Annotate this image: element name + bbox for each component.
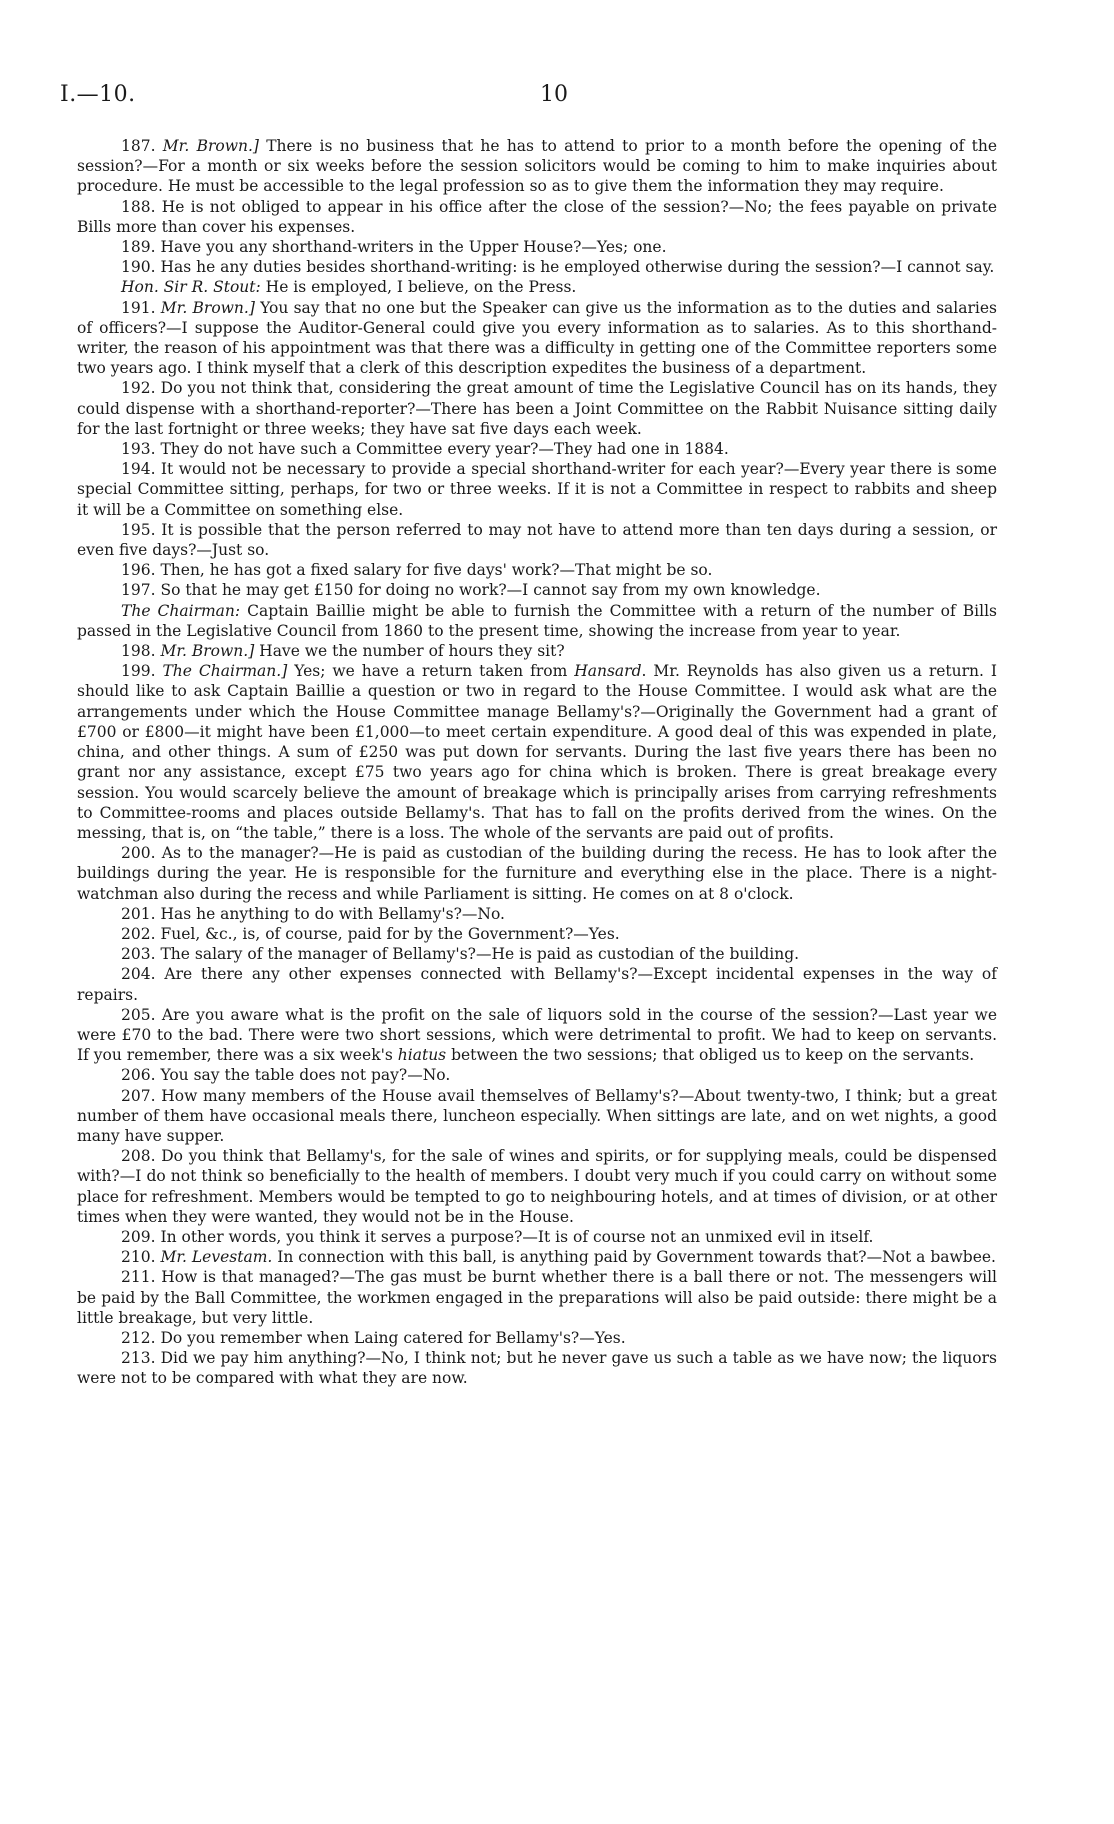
body-text [77, 136, 997, 1389]
paragraph-text: As to the manager?—He is paid as custodian of the building during the recess. He has to look after the buildings during the year. He is responsible for the furniture and everything else in the place. There is a night-watchman also during the recess and while Parliament is sitting. He comes on at 8 o'clock. [77, 844, 997, 903]
paragraph-text: Captain Baillie might be able to furnish the Committee with a return of the number of Bills passed in the Legislative Council from 1860 to the present time, showing the increase from year to year. [77, 601, 997, 640]
question-number: 192. [121, 379, 156, 398]
question-paragraph [77, 136, 997, 197]
paragraph-text: Then, he has got a fixed salary for five days' work?—That might be so. [160, 561, 713, 580]
question-paragraph [77, 924, 997, 944]
speaker-name: Mr. Brown.] [160, 642, 255, 661]
paragraph-text: Do you not think that, considering the great amount of time the Legislative Council has on its hands, they could dispense with a shorthand-reporter?—There has been a Joint Committee on the Rabbit Nuisance sitting daily for the last fortnight or three weeks; they have sat five days each week. [77, 379, 997, 438]
speaker-name: The Chairman.] [162, 662, 288, 681]
question-number: 205. [121, 1005, 156, 1024]
question-paragraph [77, 661, 997, 843]
question-paragraph [77, 1348, 997, 1388]
speaker-name: Mr. Levestam. [160, 1248, 273, 1267]
question-paragraph [77, 257, 997, 277]
paragraph-text: Yes; we have a return taken from [287, 662, 575, 681]
question-number: 193. [121, 440, 156, 459]
question-number: 211. [121, 1268, 156, 1287]
paragraph-text: Have we the number of hours they sit? [254, 642, 565, 661]
question-paragraph [77, 459, 997, 520]
question-paragraph [77, 1146, 997, 1227]
question-paragraph [77, 197, 997, 237]
document-reference: I.—10. [60, 82, 136, 107]
question-number: 208. [121, 1147, 156, 1166]
question-number: 209. [121, 1227, 156, 1246]
question-number: 203. [121, 945, 156, 964]
paragraph-text: It would not be necessary to provide a special shorthand-writer for each year?—Every year there is some special Committee sitting, perhaps, for two or three weeks. If it is not a Committee in respect to rabbits and sheep it will be a Committee on something else. [77, 460, 997, 519]
question-number: 189. [121, 238, 156, 257]
paragraph-text: Has he any duties besides shorthand-writing: is he employed otherwise during the session?—I cannot say. [160, 258, 995, 277]
speaker-name: Mr. Brown.] [160, 298, 255, 317]
question-number: 206. [121, 1066, 156, 1085]
paragraph-text: He is employed, I believe, on the Press. [260, 278, 577, 297]
question-number: 194. [121, 460, 156, 479]
paragraph-text: Do you remember when Laing catered for Bellamy's?—Yes. [160, 1328, 626, 1347]
paragraph-text: The salary of the manager of Bellamy's?—He is paid as custodian of the building. [160, 945, 800, 964]
question-number: 198. [121, 642, 156, 661]
question-paragraph [77, 520, 997, 560]
question-number: 202. [121, 924, 156, 943]
paragraph-text: You say that no one but the Speaker can give us the information as to the duties and salaries of officers?—I suppose the Auditor-General could give you every information as to salaries. As to this shorthand-writer, the reason of his appointment was that there was a difficulty in getting one of the Committee reporters some two years ago. I think myself that a clerk of this description expedites the business of a department. [77, 298, 997, 378]
paragraph-text: There is no business that he has to attend to prior to a month before the opening of the session?—For a month or six weeks before the session solicitors would be coming to him to make inquiries about procedure. He must be accessible to the legal profession so as to give them the information they may require. [77, 137, 998, 196]
question-paragraph [77, 1227, 997, 1247]
paragraph-text: How is that managed?—The gas must be burnt whether there is a ball there or not. The messengers will be paid by the Ball Committee, the workmen engaged in the preparations will also be paid outside: there might be a little breakage, but very little. [77, 1268, 997, 1327]
question-number: 199. [121, 662, 156, 681]
italic-term: Hansard [574, 662, 642, 681]
paragraph-text: Do you think that Bellamy's, for the sale of wines and spirits, or for supplying meals, could be dispensed with?—I do not think so beneficially to the health of members. I doubt very much if you could carry on without some place for refreshment. Members would be tempted to go to neighbouring hotels, and at times of division, or at other times when they were wanted, they would not be in the House. [77, 1147, 997, 1226]
question-number: 190. [121, 258, 156, 277]
italic-term: hiatus [397, 1046, 447, 1065]
question-paragraph [77, 1328, 997, 1348]
question-number: 213. [121, 1349, 156, 1368]
paragraph-text-continued: . Mr. Reynolds has also given us a return. I should like to ask Captain Baillie a question or two in regard to the House Committee. I would ask what are the arrangements under which the House Committee manage Bellamy's?—Originally the Government had a grant of £700 or £800—it might have been £1,000—to meet certain expenditure. A good deal of this was expended in plate, china, and other things. A sum of £250 was put down for servants. During the last five years there has been no grant nor any assistance, except £75 two years ago for china which is broken. There is great breakage every session. You would scarcely believe the amount of breakage which is principally arises from carrying refreshments to Committee-rooms and places outside Bellamy's. That has to fall on the profits derived from the wines. On the messing, that is, on “the table,” there is a loss. The whole of the servants are paid out of profits. [77, 662, 997, 842]
paragraph-text: How many members of the House avail themselves of Bellamy's?—About twenty-two, I think; but a great number of them have occasional meals there, luncheon especially. When sittings are late, and on wet nights, a good many have supper. [77, 1086, 997, 1145]
paragraph-text: Are there any other expenses connected with Bellamy's?—Except incidental expenses in the way of repairs. [77, 965, 997, 1004]
paragraph-text: In other words, you think it serves a purpose?—It is of course not an unmixed evil in itself. [160, 1227, 874, 1246]
paragraph-text: Have you any shorthand-writers in the Upper House?—Yes; one. [160, 238, 667, 257]
question-paragraph [77, 641, 997, 661]
question-paragraph [77, 1086, 997, 1147]
question-paragraph [77, 237, 997, 257]
question-number: 207. [121, 1086, 156, 1105]
speaker-name: Mr. Brown.] [162, 137, 259, 155]
speaker-name: Hon. Sir R. Stout: [121, 278, 261, 297]
question-number: 195. [121, 520, 156, 539]
question-paragraph [77, 298, 997, 379]
paragraph-text: Are you aware what is the profit on the sale of liquors sold in the course of the session?—Last year we were £70 to the bad. There were two short sessions, which were detrimental to profit. We had to keep on servants. If you remember, there was a six week's [77, 1005, 997, 1065]
paragraph-text: Did we pay him anything?—No, I think not; but he never gave us such a table as we have now; the liquors were not to be compared with what they are now. [77, 1349, 997, 1388]
paragraph-text: Fuel, &c., is, of course, paid for by the Government?—Yes. [160, 924, 620, 943]
question-paragraph [77, 1005, 997, 1066]
paragraph-text: They do not have such a Committee every year?—They had one in 1884. [160, 440, 729, 459]
question-paragraph [77, 580, 997, 600]
question-paragraph [77, 277, 997, 297]
question-paragraph [77, 378, 997, 439]
paragraph-text: Has he anything to do with Bellamy's?—No. [160, 904, 505, 923]
question-number: 210. [121, 1248, 156, 1267]
question-paragraph [77, 964, 997, 1004]
question-paragraph [77, 560, 997, 580]
question-number: 197. [121, 581, 156, 600]
question-number: 200. [121, 844, 156, 863]
page-header [60, 82, 1060, 114]
question-paragraph [77, 601, 997, 641]
question-number: 187. [121, 137, 156, 155]
paragraph-text: He is not obliged to appear in his office after the close of the session?—No; the fees payable on private Bills more than cover his expenses. [77, 197, 997, 236]
paragraph-text: It is possible that the person referred to may not have to attend more than ten days during a session, or even five days?—Just so. [77, 520, 997, 560]
question-number: 212. [121, 1328, 156, 1347]
page-number: 10 [540, 82, 568, 107]
speaker-name: The Chairman: [121, 601, 241, 620]
question-number: 191. [121, 298, 156, 317]
question-paragraph [77, 1065, 997, 1085]
question-number: 201. [121, 904, 156, 923]
paragraph-text: You say the table does not pay?—No. [160, 1066, 451, 1085]
question-number: 196. [121, 561, 156, 580]
question-paragraph [77, 843, 997, 904]
question-paragraph [77, 904, 997, 924]
question-number: 188. [121, 197, 156, 216]
paragraph-text: In connection with this ball, is anything paid by Government towards that?—Not a bawbee. [272, 1248, 996, 1267]
question-paragraph [77, 439, 997, 459]
question-paragraph [77, 1267, 997, 1328]
question-paragraph [77, 944, 997, 964]
paragraph-text-continued: between the two sessions; that obliged us to keep on the servants. [446, 1046, 975, 1065]
paragraph-text: So that he may get £150 for doing no work?—I cannot say from my own knowledge. [160, 581, 821, 600]
question-paragraph [77, 1247, 997, 1267]
question-number: 204. [121, 965, 156, 984]
